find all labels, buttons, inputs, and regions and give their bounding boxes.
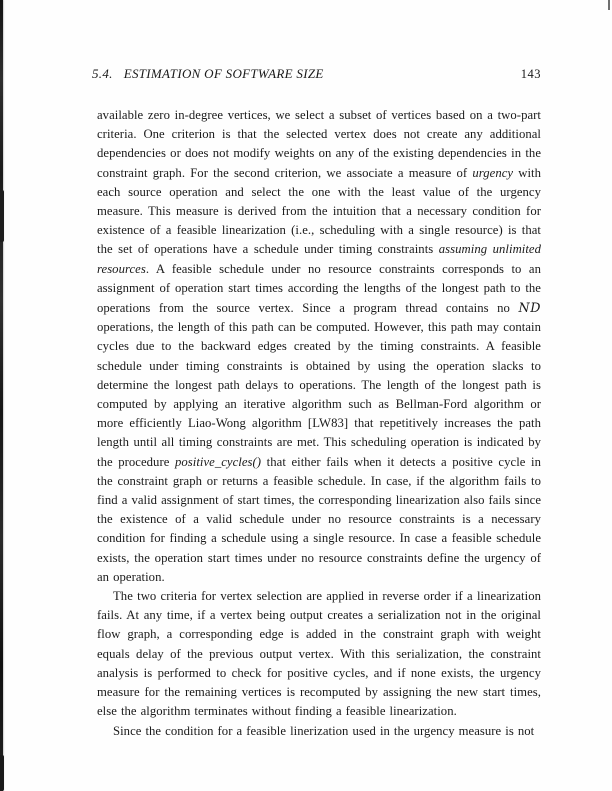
scan-binding-shadow [0,0,3,791]
text-run: Since the condition for a feasible linerization used in the urgency measure is not [113,723,535,738]
section-number: 5.4. [92,66,113,81]
paragraph [97,722,541,741]
section-title: ESTIMATION OF SOFTWARE SIZE [123,66,324,81]
text-run-script: ND [518,300,541,316]
running-header [92,66,541,82]
text-run: available zero in-degree vertices, we select a subset of vertices based on a two-part criteria. One criterion is that the selected vertex does not create any additional dependencies or does not modify weights on any of the existing dependencies in the constraint graph. For the second criterion, we associate a measure of [97,108,541,180]
page-body [97,106,541,741]
page-number: 143 [520,67,541,81]
section-heading [92,66,324,82]
text-run: with each source operation and select the one with the least value of the urgency measure. This measure is derived from the intuition that a necessary condition for existence of a feasible linearization (i.e., scheduling with a single resource) is that the set of operations have a schedule under timing constraints [97,165,542,257]
text-run: operations, the length of this path can be computed. However, this path may contain cycles due to the backward edges created by the timing constraints. A feasible schedule under timing constraints is obtained by using the operation slacks to determine the longest path delays to operations. The length of the longest path is computed by applying an iterative algorithm such as Bellman-Ford algorithm or more efficiently Liao-Wong algorithm [LW83] that repetitively increases the path length until all timing constraints are met. This scheduling operation is indicated by the procedure [97,320,541,469]
text-run: The two criteria for vertex selection are applied in reverse order if a linearization fails. At any time, if a vertex being output creates a serialization not in the original flow graph, a corresponding edge is added in the constraint graph with weight equals delay of the previous output vertex. With this serialization, the constraint analysis is performed to check for positive cycles, and if none exists, the urgency measure for the remaining vertices is recomputed by assigning the new start times, else the algorithm terminates without finding a feasible linearization. [97,589,541,719]
paragraph [97,106,541,587]
text-run-italic: urgency [472,165,514,180]
text-run-italic: positive_cycles() [174,454,262,469]
scan-artifact-mark [0,755,4,791]
scan-artifact-mark [0,190,4,242]
text-run: . A feasible schedule under no resource constraints corresponds to an assignment of operation start times according the lengths of the longest path to the operations from the source vertex. Since a program thread contains no [97,261,541,316]
scan-corner-mark [608,0,610,10]
text-run: that either fails when it detects a positive cycle in the constraint graph or returns a feasible schedule. In case, if the algorithm fails to find a valid assignment of start times, the corresponding linearization also fails since the existence of a valid schedule under no resource constraints is a necessary condition for finding a schedule using a single resource. In case a feasible schedule exists, the operation start times under no resource constraints define the urgency of an operation. [97,454,541,584]
text-run-italic: assuming unlimited resources [97,242,542,276]
paragraph [97,587,541,721]
